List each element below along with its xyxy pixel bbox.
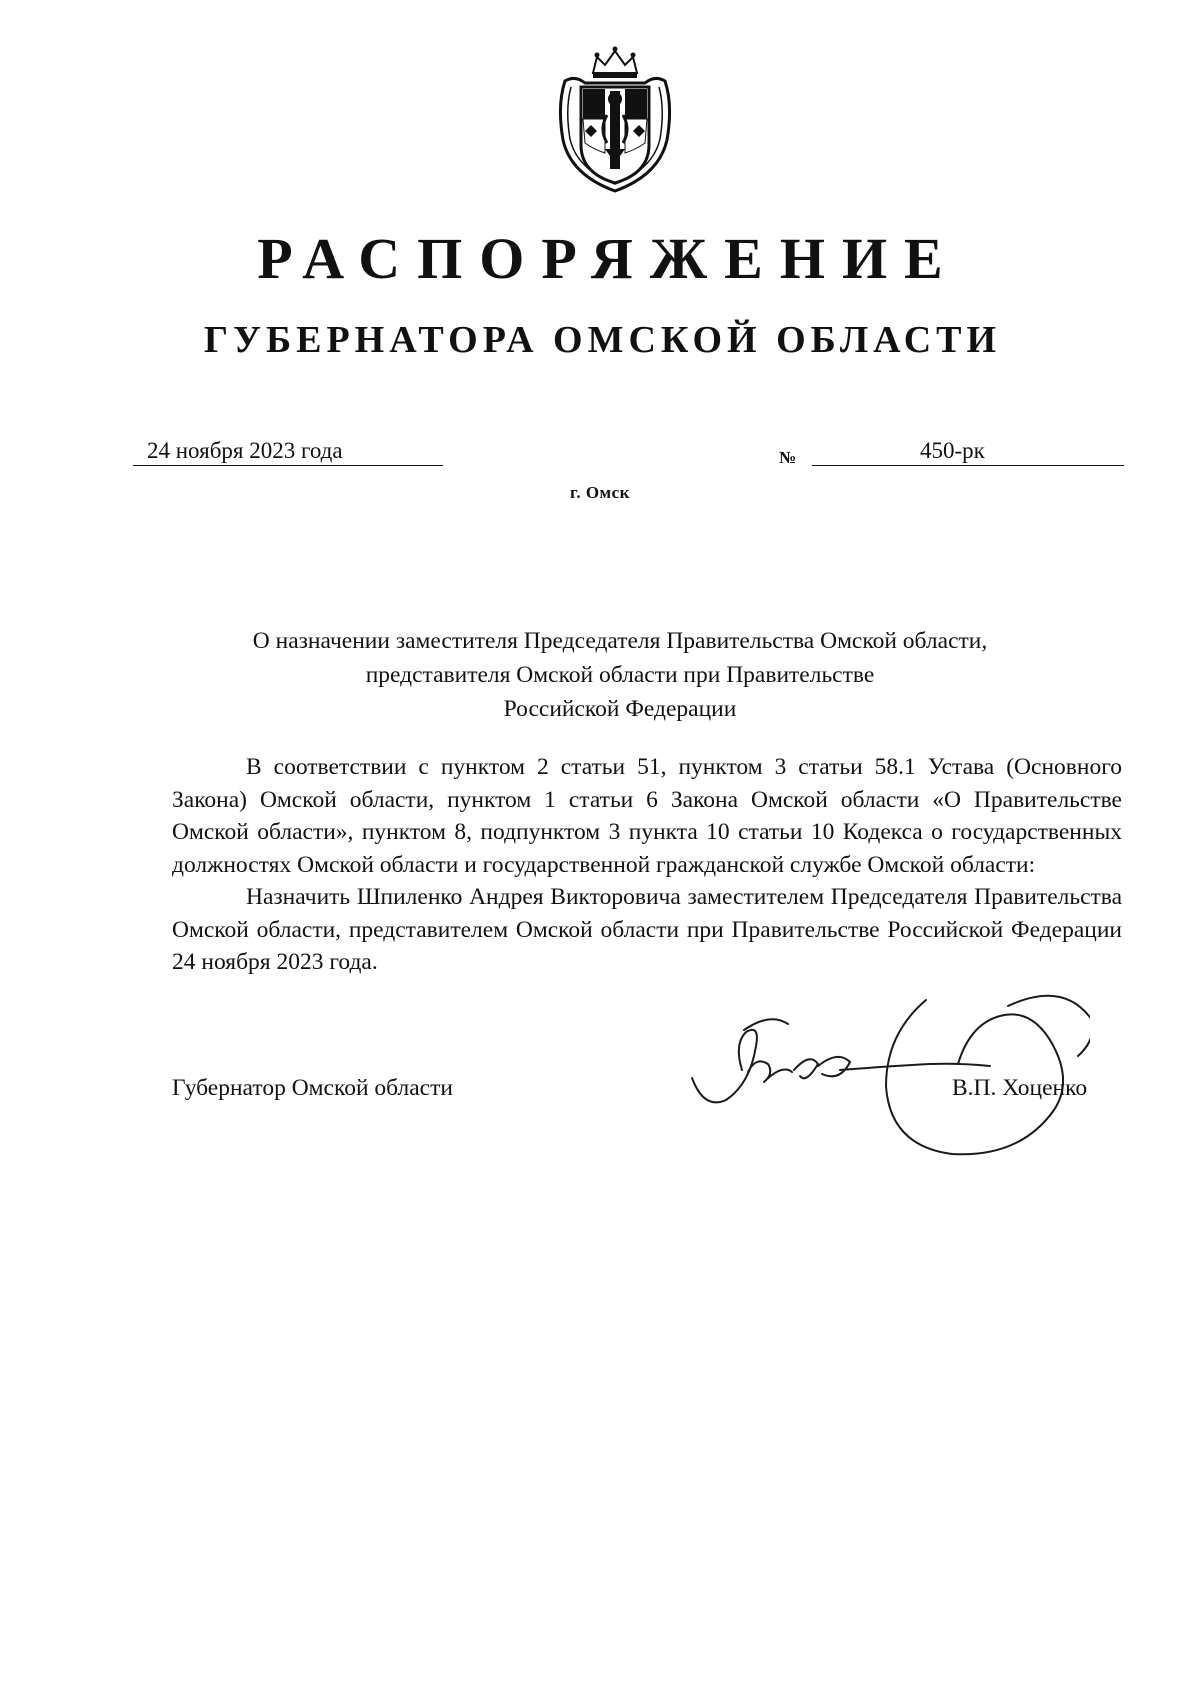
body-paragraph-appointment: Назначить Шпиленко Андрея Викторовича заместителем Председателя Правительства Омской области, представителем Омской области при Правительстве Российской Федерации 24 ноября 2023 года. — [172, 884, 1122, 975]
coat-of-arms-icon — [555, 45, 675, 195]
heading-line: представителя Омской области при Правительстве — [365, 662, 875, 688]
signer-name: В.П. Хоценко — [952, 1075, 1088, 1101]
body-paragraph-basis: В соответствии с пунктом 2 статьи 51, пунктом 3 статьи 58.1 Устава (Основного Закона) Омской области, пунктом 1 статьи 6 Закона Омской области «О Правительстве Омской области», пунктом 8, подпунктом 3 пункта 10 статьи 10 Кодекса о государственных должностях Омской области и государственной гражданской службе Омской области: — [172, 754, 1122, 878]
number-sign: № — [779, 448, 797, 467]
handwritten-signature-icon — [690, 960, 1090, 1160]
heading-line: О назначении заместителя Председателя Правительства Омской области, — [252, 628, 988, 654]
heading-line: Российской Федерации — [503, 696, 737, 722]
document-date: 24 ноября 2023 года — [133, 437, 443, 466]
document-title: РАСПОРЯЖЕНИЕ — [257, 226, 960, 291]
document-number: 450-рк — [812, 437, 1124, 466]
document-body — [172, 751, 1122, 979]
document-heading — [170, 624, 1070, 726]
document-city: г. Омск — [570, 483, 630, 502]
signer-position: Губернатор Омской области — [172, 1075, 453, 1101]
document-subtitle: ГУБЕРНАТОРА ОМСКОЙ ОБЛАСТИ — [203, 319, 1002, 361]
